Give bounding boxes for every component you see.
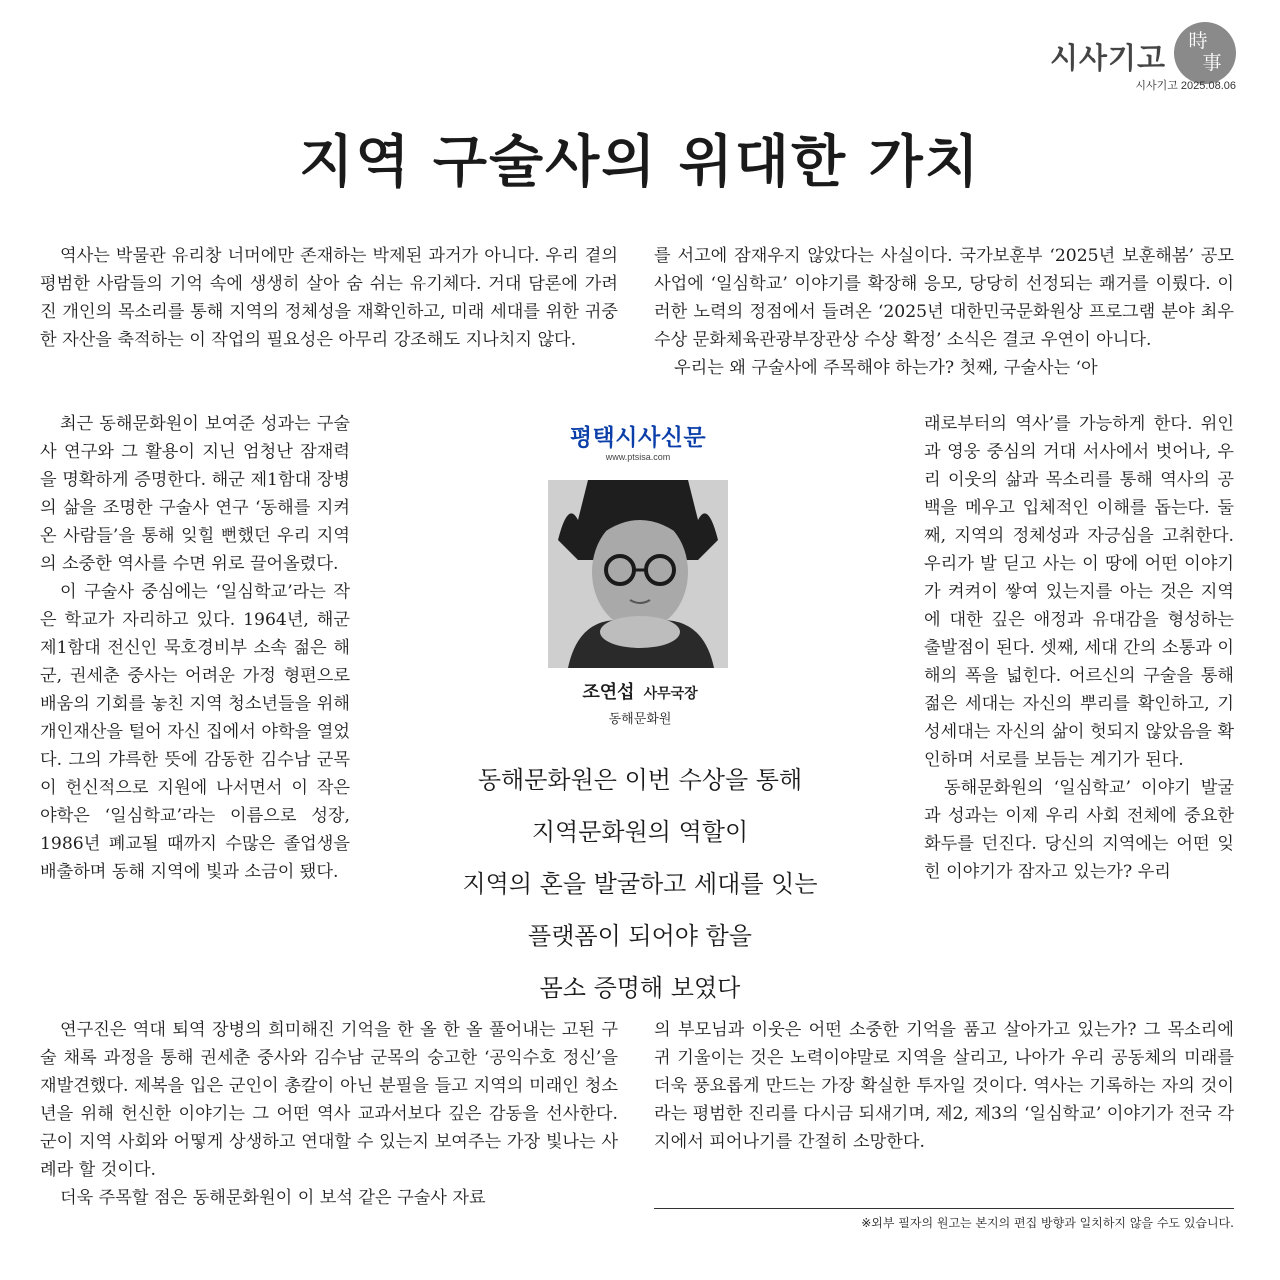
paragraph: 래로부터의 역사’를 가능하게 한다. 위인과 영웅 중심의 거대 서사에서 벗어나, 우리 이웃의 삶과 목소리를 통해 역사의 공백을 메우고 입체적인 이해를 돕는다. 둘째, 지역의 정체성과 자긍심을 고취한다. 우리가 발 딛고 사는 이 땅에 어떤 이야기가 켜켜이 쌓여 있는지를 아는 것은 지역에 대한 깊은 애정과 유대감을 형성하는 출발점이 된다. 셋째, 세대 간의 소통과 이해의 폭을 넓힌다. 어르신의 구술을 통해 젊은 세대는 자신의 뿌리를 확인하고, 기성세대는 자신의 삶이 헛되지 않았음을 확인하며 서로를 보듬는 계기가 된다.: [924, 414, 1234, 770]
paragraph: 우리는 왜 구술사에 주목해야 하는가? 첫째, 구술사는 ‘아: [674, 358, 1098, 378]
section-date: 시사기고 2025.08.06: [1135, 80, 1236, 92]
section-brand: [976, 22, 1236, 102]
paragraph: 더욱 주목할 점은 동해문화원이 이 보석 같은 구술사 자료: [60, 1188, 486, 1208]
column-left-bottom: [40, 1016, 618, 1212]
paragraph: 동해문화원의 ‘일심학교’ 이야기 발굴과 성과는 이제 우리 사회 전체에 중요한 화두를 던진다. 당신의 지역에는 어떤 잊힌 이야기가 잠자고 있는가? 우리: [924, 778, 1234, 882]
section-badge: [1174, 22, 1236, 84]
author-byline: [500, 678, 780, 727]
pull-quote-line: 지역문화원의 역할이: [531, 818, 749, 846]
newspaper-logo: [548, 424, 728, 462]
column-left-top: [40, 242, 618, 354]
author-title: 사무국장: [643, 686, 698, 702]
author-photo: [548, 480, 728, 668]
disclaimer-note: ※외부 필자의 원고는 본지의 편집 방향과 일치하지 않을 수도 있습니다.: [861, 1216, 1234, 1230]
badge-char-1: 時: [1188, 30, 1208, 52]
newspaper-name: 평택시사신문: [569, 425, 707, 451]
section-title: 시사기고: [1049, 41, 1166, 75]
pull-quote: [372, 754, 908, 1014]
author-organization: 동해문화원: [608, 712, 672, 727]
paragraph: 의 부모님과 이웃은 어떤 소중한 기억을 품고 살아가고 있는가? 그 목소리에 귀 기울이는 것은 노력이야말로 지역을 살리고, 나아가 우리 공동체의 미래를 더욱 풍요롭게 만드는 가장 확실한 투자일 것이다. 역사는 기록하는 자의 것이라는 평범한 진리를 다시금 되새기며, 제2, 제3의 ‘일심학교’ 이야기가 전국 각지에서 피어나기를 간절히 소망한다.: [654, 1020, 1234, 1152]
paragraph: 이 구술사 중심에는 ‘일심학교’라는 작은 학교가 자리하고 있다. 1964년, 해군 제1함대 전신인 묵호경비부 소속 젊은 해군, 권세춘 중사는 어려운 가정 형편으로 배움의 기회를 놓친 지역 청소년들을 위해 개인재산을 털어 자신 집에서 야학을 열었다. 그의 갸륵한 뜻에 감동한 김수남 군목이 헌신적으로 지원에 나서면서 이 작은 야학은 ‘일심학교’라는 이름으로 성장, 1986년 폐교될 때까지 수많은 졸업생을 배출하며 동해 지역에 빛과 소금이 됐다.: [40, 582, 350, 882]
badge-char-2: 事: [1202, 52, 1222, 74]
author-name: 조연섭: [582, 682, 635, 703]
article-headline: 지역 구술사의 위대한 가치: [299, 130, 981, 195]
column-right-narrow: [924, 410, 1234, 886]
pull-quote-line: 동해문화원은 이번 수상을 통해: [477, 766, 803, 794]
pull-quote-line: 몸소 증명해 보였다: [539, 974, 741, 1002]
column-left-narrow: [40, 410, 350, 886]
paragraph: 최근 동해문화원이 보여준 성과는 구술사 연구와 그 활용이 지닌 엄청난 잠재력을 명확하게 증명한다. 해군 제1함대 장병의 삶을 조명한 구술사 연구 ‘동해를 지켜온 사람들’을 통해 잊힐 뻔했던 우리 지역의 소중한 역사를 수면 위로 끌어올렸다.: [40, 414, 350, 574]
paragraph: 를 서고에 잠재우지 않았다는 사실이다. 국가보훈부 ‘2025년 보훈해봄’ 공모사업에 ‘일심학교’ 이야기를 확장해 응모, 당당히 선정되는 쾌거를 이뤘다. 이러한 노력의 정점에서 들려온 ‘2025년 대한민국문화원상 프로그램 분야 최우수상 문화체육관광부장관상 수상 확정’ 소식은 결코 우연이 아니다.: [654, 246, 1234, 350]
newspaper-url: www.ptsisa.com: [605, 452, 671, 462]
footer-divider: [654, 1208, 1234, 1209]
author-portrait-icon: [548, 480, 728, 668]
paragraph: 연구진은 역대 퇴역 장병의 희미해진 기억을 한 올 한 올 풀어내는 고된 구술 채록 과정을 통해 권세춘 중사와 김수남 군목의 숭고한 ‘공익수호 정신’을 재발견했다. 제복을 입은 군인이 총칼이 아닌 분필을 들고 지역의 미래인 청소년을 위해 헌신한 이야기는 그 어떤 역사 교과서보다 깊은 감동을 선사한다. 군이 지역 사회와 어떻게 상생하고 연대할 수 있는지 보여주는 가장 빛나는 사례라 할 것이다.: [40, 1020, 618, 1180]
column-right-top: [654, 242, 1234, 382]
column-right-bottom: [654, 1016, 1234, 1156]
paragraph: 역사는 박물관 유리창 너머에만 존재하는 박제된 과거가 아니다. 우리 곁의 평범한 사람들의 기억 속에 생생히 살아 숨 쉬는 유기체다. 거대 담론에 가려진 개인의 목소리를 통해 지역의 정체성을 재확인하고, 미래 세대를 위한 귀중한 자산을 축적하는 이 작업의 필요성은 아무리 강조해도 지나치지 않다.: [40, 246, 618, 350]
pull-quote-line: 지역의 혼을 발굴하고 세대를 잇는: [462, 870, 818, 898]
pull-quote-line: 플랫폼이 되어야 함을: [528, 922, 752, 950]
